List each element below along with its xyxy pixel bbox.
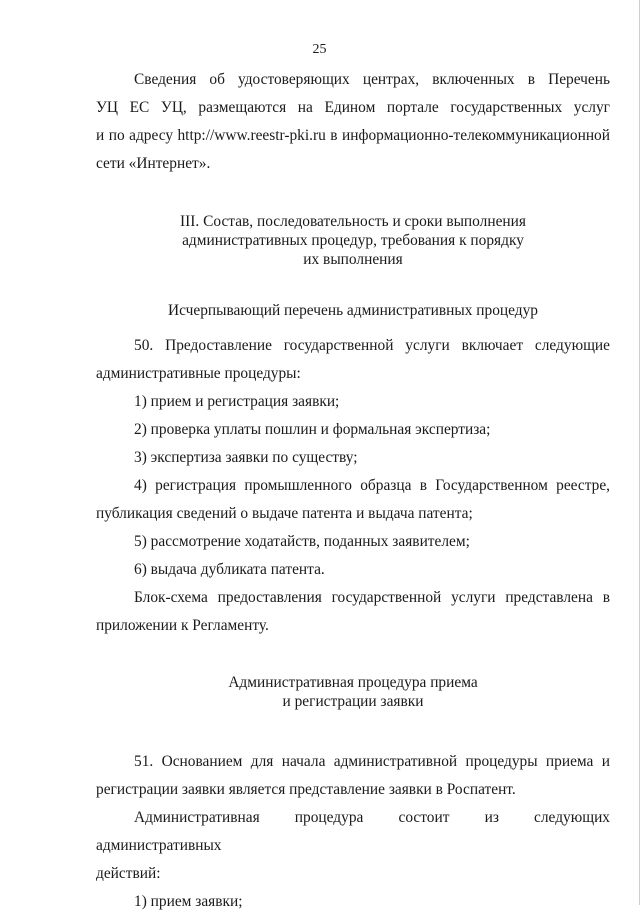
block-scheme-line-1: Блок-схема предоставления государственной услуги представлена в bbox=[134, 589, 610, 606]
page-number: 25 bbox=[312, 42, 327, 57]
procedure-item-4-line-2: публикация сведений о выдаче патента и выдача патента; bbox=[96, 505, 473, 522]
procedure-item-3: 3) экспертиза заявки по существу; bbox=[134, 449, 358, 466]
section-heading-line-2: административных процедур, требования к порядку bbox=[182, 232, 524, 249]
actions-intro-line-1: Административная процедура состоит из следующих административных bbox=[96, 809, 610, 854]
procedure-item-6: 6) выдача дубликата патента. bbox=[134, 561, 325, 578]
intro-paragraph bbox=[96, 66, 610, 178]
section-heading-line-1: III. Состав, последовательность и сроки выполнения bbox=[180, 213, 526, 230]
intro-line-4: сети «Интернет». bbox=[96, 155, 211, 172]
procedure-heading bbox=[96, 673, 610, 711]
actions-intro-paragraph bbox=[96, 804, 610, 888]
procedure-item-4 bbox=[96, 472, 610, 528]
item-50-line-1: 50. Предоставление государственной услуги включает следующие bbox=[134, 337, 610, 354]
section-heading bbox=[96, 212, 610, 269]
procedure-item-2: 2) проверка уплаты пошлин и формальная экспертиза; bbox=[134, 421, 491, 438]
block-scheme-line-2: приложении к Регламенту. bbox=[96, 617, 269, 634]
section-heading-line-3: их выполнения bbox=[303, 251, 403, 268]
procedure-item-1: 1) прием и регистрация заявки; bbox=[134, 393, 340, 410]
item-51-line-2: регистрации заявки является представление заявки в Роспатент. bbox=[96, 781, 516, 798]
page-content bbox=[96, 66, 610, 916]
item-51-line-1: 51. Основанием для начала административной процедуры приема и bbox=[134, 753, 610, 770]
procedure-item-4-line-1: 4) регистрация промышленного образца в Государственном реестре, bbox=[134, 477, 610, 494]
intro-line-1: Сведения об удостоверяющих центрах, включенных в Перечень bbox=[134, 71, 610, 88]
subsection-title: Исчерпывающий перечень административных процедур bbox=[168, 302, 538, 319]
intro-line-2: УЦ ЕС УЦ, размещаются на Едином портале государственных услуг bbox=[96, 99, 610, 116]
procedure-item-5: 5) рассмотрение ходатайств, поданных заявителем; bbox=[134, 533, 470, 550]
item-50-line-2: административные процедуры: bbox=[96, 365, 301, 382]
item-51-paragraph bbox=[96, 748, 610, 804]
intro-line-3: и по адресу http://www.reestr-pki.ru в информационно-телекоммуникационной bbox=[96, 127, 610, 144]
item-50-paragraph bbox=[96, 332, 610, 388]
actions-intro-line-2: действий: bbox=[96, 865, 161, 882]
action-item-1: 1) прием заявки; bbox=[134, 893, 243, 910]
procedure-heading-line-1: Административная процедура приема bbox=[228, 674, 478, 691]
block-scheme-paragraph bbox=[96, 584, 610, 640]
procedure-heading-line-2: и регистрации заявки bbox=[282, 693, 424, 710]
